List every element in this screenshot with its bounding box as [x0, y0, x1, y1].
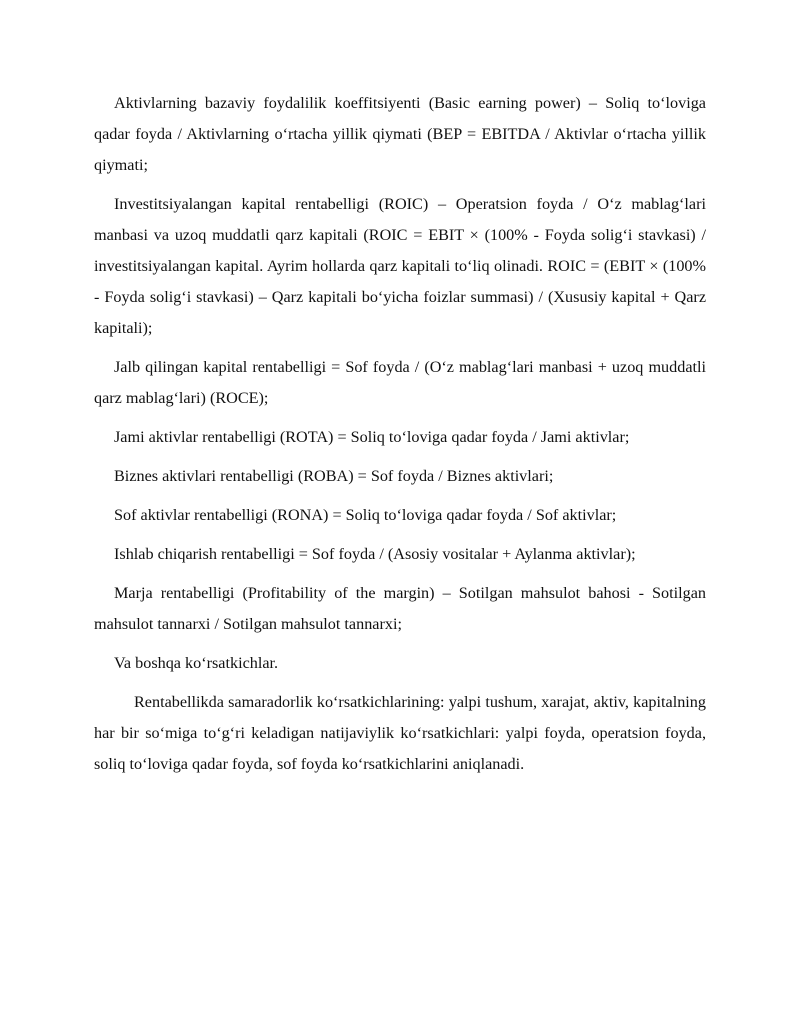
paragraph-rota: Jami aktivlar rentabelligi (ROTA) = Soliq to‘loviga qadar foyda / Jami aktivlar;	[114, 428, 630, 446]
paragraph-bep: Aktivlarning bazaviy foydalilik koeffitsiyenti (Basic earning power) – Soliq to‘loviga qadar foyda / Aktivlarning o‘rtacha yillik qiymati (BEP = EBITDA / Aktivlar o‘rtacha yillik qiymati;	[94, 94, 706, 174]
paragraph-production-profitability: Ishlab chiqarish rentabelligi = Sof foyda / (Asosiy vositalar + Aylanma aktivlar);	[114, 545, 636, 563]
paragraph-roba: Biznes aktivlari rentabelligi (ROBA) = Sof foyda / Biznes aktivlari;	[114, 467, 554, 485]
paragraph-rona: Sof aktivlar rentabelligi (RONA) = Soliq to‘loviga qadar foyda / Sof aktivlar;	[114, 506, 617, 524]
paragraph-roce: Jalb qilingan kapital rentabelligi = Sof foyda / (O‘z mablag‘lari manbasi + uzoq muddatli qarz mablag‘lari) (ROCE);	[94, 358, 706, 407]
document-page	[94, 88, 706, 788]
paragraph-summary: Rentabellikda samaradorlik ko‘rsatkichlarining: yalpi tushum, xarajat, aktiv, kapitalning har bir so‘miga to‘g‘ri keladigan natijaviylik ko‘rsatkichlari: yalpi foyda, operatsion foyda, soliq to‘loviga qadar foyda, sof foyda ko‘rsatkichlarini aniqlanadi.	[94, 693, 706, 773]
paragraph-other-indicators: Va boshqa ko‘rsatkichlar.	[114, 654, 279, 672]
paragraph-margin-profitability: Marja rentabelligi (Profitability of the margin) – Sotilgan mahsulot bahosi - Sotilgan mahsulot tannarxi / Sotilgan mahsulot tannarxi;	[94, 584, 706, 633]
paragraph-roic: Investitsiyalangan kapital rentabelligi (ROIC) – Operatsion foyda / O‘z mablag‘lari manbasi va uzoq muddatli qarz kapitali (ROIC = EBIT × (100% - Foyda solig‘i stavkasi) / investitsiyalangan kapital. Ayrim hollarda qarz kapitali to‘liq olinadi. ROIC = (EBIT × (100% - Foyda solig‘i stavkasi) – Qarz kapitali bo‘yicha foizlar summasi) / (Xususiy kapital + Qarz kapitali);	[94, 195, 706, 337]
